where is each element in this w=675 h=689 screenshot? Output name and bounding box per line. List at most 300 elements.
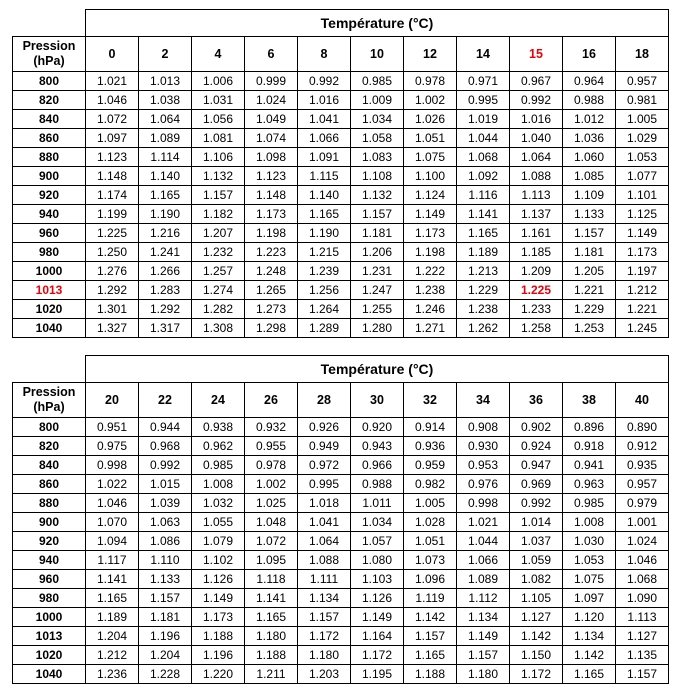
density-cell: 1.134	[563, 627, 616, 646]
density-cell: 0.971	[457, 72, 510, 91]
pressure-row-header: 960	[13, 570, 86, 589]
density-cell: 0.912	[616, 437, 669, 456]
temperature-title: Température (°C)	[86, 356, 669, 383]
density-cell: 1.001	[616, 513, 669, 532]
density-cell: 1.075	[563, 570, 616, 589]
density-cell: 1.204	[139, 646, 192, 665]
table-row	[13, 224, 669, 243]
density-cell: 1.095	[245, 551, 298, 570]
density-cell: 1.092	[457, 167, 510, 186]
temperature-col-header: 34	[457, 383, 510, 418]
density-cell: 1.049	[245, 110, 298, 129]
pressure-row-header: 900	[13, 167, 86, 186]
density-cell: 1.068	[457, 148, 510, 167]
density-cell: 1.205	[563, 262, 616, 281]
density-cell: 0.918	[563, 437, 616, 456]
density-cell: 1.083	[351, 148, 404, 167]
temperature-col-header: 28	[298, 383, 351, 418]
density-cell: 1.173	[616, 243, 669, 262]
density-cell: 1.031	[192, 91, 245, 110]
density-cell: 0.963	[563, 475, 616, 494]
density-cell: 1.114	[139, 148, 192, 167]
density-cell: 1.110	[139, 551, 192, 570]
density-cell: 0.949	[298, 437, 351, 456]
density-cell: 1.079	[192, 532, 245, 551]
density-cell: 1.028	[404, 513, 457, 532]
density-cell: 0.908	[457, 418, 510, 437]
temperature-col-header: 0	[86, 37, 139, 72]
corner-blank	[13, 356, 86, 383]
density-cell: 1.066	[298, 129, 351, 148]
temperature-col-header: 4	[192, 37, 245, 72]
density-cell: 1.127	[510, 608, 563, 627]
pressure-row-header: 820	[13, 437, 86, 456]
density-cell: 0.999	[245, 72, 298, 91]
density-cell: 1.059	[510, 551, 563, 570]
density-cell: 1.149	[192, 589, 245, 608]
density-cell: 1.172	[298, 627, 351, 646]
column-header-row	[13, 383, 669, 418]
density-cell: 1.002	[245, 475, 298, 494]
density-cell: 1.273	[245, 300, 298, 319]
density-cell: 0.992	[298, 72, 351, 91]
density-cell: 1.271	[404, 319, 457, 338]
density-cell: 1.116	[457, 186, 510, 205]
density-cell: 1.172	[351, 646, 404, 665]
density-cell: 1.137	[510, 205, 563, 224]
density-cell: 1.223	[245, 243, 298, 262]
density-cell: 1.157	[139, 589, 192, 608]
density-cell: 0.932	[245, 418, 298, 437]
table-row	[13, 91, 669, 110]
density-cell: 1.245	[616, 319, 669, 338]
table-row	[13, 186, 669, 205]
density-cell: 1.134	[298, 589, 351, 608]
density-cell: 1.225	[510, 281, 563, 300]
density-cell: 1.034	[351, 513, 404, 532]
density-cell: 1.185	[510, 243, 563, 262]
density-cell: 1.196	[139, 627, 192, 646]
density-cell: 1.204	[86, 627, 139, 646]
density-cell: 1.248	[245, 262, 298, 281]
density-cell: 0.957	[616, 72, 669, 91]
density-cell: 1.188	[245, 646, 298, 665]
density-cell: 0.959	[404, 456, 457, 475]
pressure-row-header: 880	[13, 148, 86, 167]
temperature-col-header: 16	[563, 37, 616, 72]
temperature-col-header: 12	[404, 37, 457, 72]
temperature-col-header: 18	[616, 37, 669, 72]
density-cell: 1.181	[563, 243, 616, 262]
density-cell: 1.119	[404, 589, 457, 608]
density-cell: 1.088	[298, 551, 351, 570]
density-cell: 1.109	[563, 186, 616, 205]
density-cell: 1.105	[510, 589, 563, 608]
pressure-row-header: 960	[13, 224, 86, 243]
density-cell: 1.282	[192, 300, 245, 319]
temperature-col-header: 8	[298, 37, 351, 72]
pressure-row-header: 900	[13, 513, 86, 532]
density-cell: 1.051	[404, 129, 457, 148]
density-cell: 1.161	[510, 224, 563, 243]
pressure-row-header: 1020	[13, 300, 86, 319]
density-cell: 1.264	[298, 300, 351, 319]
density-cell: 0.914	[404, 418, 457, 437]
density-cell: 1.132	[192, 167, 245, 186]
temperature-col-header: 36	[510, 383, 563, 418]
pressure-row-header: 980	[13, 243, 86, 262]
density-cell: 1.140	[139, 167, 192, 186]
density-cell: 1.189	[457, 243, 510, 262]
pressure-row-header: 1013	[13, 281, 86, 300]
temperature-col-header: 22	[139, 383, 192, 418]
pressure-row-header: 840	[13, 456, 86, 475]
density-cell: 1.198	[404, 243, 457, 262]
density-cell: 1.165	[298, 205, 351, 224]
density-cell: 1.014	[510, 513, 563, 532]
density-cell: 1.133	[563, 205, 616, 224]
density-cell: 1.301	[86, 300, 139, 319]
density-cell: 1.055	[192, 513, 245, 532]
density-cell: 1.125	[616, 205, 669, 224]
table-row	[13, 129, 669, 148]
density-cell: 1.060	[563, 148, 616, 167]
table-row	[13, 167, 669, 186]
density-cell: 1.064	[510, 148, 563, 167]
pressure-row-header: 940	[13, 551, 86, 570]
density-cell: 1.142	[404, 608, 457, 627]
density-cell: 1.276	[86, 262, 139, 281]
table-row	[13, 205, 669, 224]
density-cell: 1.029	[616, 129, 669, 148]
density-cell: 1.225	[86, 224, 139, 243]
pressure-row-header: 1040	[13, 319, 86, 338]
density-cell: 1.032	[192, 494, 245, 513]
table-row	[13, 110, 669, 129]
density-cell: 1.108	[351, 167, 404, 186]
density-cell: 0.947	[510, 456, 563, 475]
pressure-row-header: 1000	[13, 262, 86, 281]
density-cell: 1.209	[510, 262, 563, 281]
density-cell: 1.097	[86, 129, 139, 148]
density-cell: 0.967	[510, 72, 563, 91]
density-cell: 1.165	[86, 589, 139, 608]
density-cell: 1.253	[563, 319, 616, 338]
pressure-row-header: 1000	[13, 608, 86, 627]
density-cell: 1.091	[298, 148, 351, 167]
density-cell: 1.173	[404, 224, 457, 243]
density-cell: 1.221	[616, 300, 669, 319]
density-cell: 1.090	[616, 589, 669, 608]
density-cell: 1.006	[192, 72, 245, 91]
density-cell: 1.149	[404, 205, 457, 224]
density-cell: 1.072	[245, 532, 298, 551]
table-row	[13, 570, 669, 589]
pressure-row-header: 860	[13, 475, 86, 494]
pressure-row-header: 840	[13, 110, 86, 129]
density-cell: 1.016	[298, 91, 351, 110]
table-row	[13, 627, 669, 646]
table-row	[13, 243, 669, 262]
density-cell: 1.189	[86, 608, 139, 627]
density-cell: 1.247	[351, 281, 404, 300]
density-cell: 1.039	[139, 494, 192, 513]
density-cell: 1.021	[457, 513, 510, 532]
density-cell: 1.180	[457, 665, 510, 684]
density-cell: 1.126	[351, 589, 404, 608]
temperature-col-header: 26	[245, 383, 298, 418]
density-cell: 1.229	[563, 300, 616, 319]
density-cell: 0.936	[404, 437, 457, 456]
pressure-row-header: 800	[13, 418, 86, 437]
density-cell: 1.021	[86, 72, 139, 91]
density-cell: 0.962	[192, 437, 245, 456]
pressure-row-header: 800	[13, 72, 86, 91]
density-cell: 0.943	[351, 437, 404, 456]
density-cell: 1.053	[563, 551, 616, 570]
density-cell: 1.222	[404, 262, 457, 281]
density-cell: 1.005	[616, 110, 669, 129]
table-row	[13, 437, 669, 456]
pressure-row-header: 920	[13, 532, 86, 551]
density-cell: 0.902	[510, 418, 563, 437]
density-cell: 0.969	[510, 475, 563, 494]
density-cell: 0.976	[457, 475, 510, 494]
density-cell: 0.981	[616, 91, 669, 110]
table-row	[13, 281, 669, 300]
temperature-col-header: 20	[86, 383, 139, 418]
density-cell: 1.172	[510, 665, 563, 684]
density-cell: 1.180	[298, 646, 351, 665]
density-cell: 1.216	[139, 224, 192, 243]
density-cell: 1.165	[139, 186, 192, 205]
density-cell: 1.022	[86, 475, 139, 494]
density-cell: 1.250	[86, 243, 139, 262]
density-cell: 1.148	[245, 186, 298, 205]
density-cell: 1.012	[563, 110, 616, 129]
density-cell: 0.926	[298, 418, 351, 437]
table-row	[13, 262, 669, 281]
density-cell: 1.053	[616, 148, 669, 167]
density-cell: 0.988	[563, 91, 616, 110]
density-cell: 1.165	[404, 646, 457, 665]
density-cell: 1.174	[86, 186, 139, 205]
density-cell: 1.228	[139, 665, 192, 684]
density-cell: 1.157	[616, 665, 669, 684]
pressure-row-header: 820	[13, 91, 86, 110]
density-cell: 1.123	[86, 148, 139, 167]
density-cell: 1.127	[616, 627, 669, 646]
density-cell: 1.041	[298, 110, 351, 129]
density-cell: 1.101	[616, 186, 669, 205]
density-cell: 1.165	[457, 224, 510, 243]
density-cell: 1.173	[192, 608, 245, 627]
density-cell: 1.106	[192, 148, 245, 167]
density-cell: 1.024	[616, 532, 669, 551]
temperature-col-header: 30	[351, 383, 404, 418]
density-cell: 1.015	[139, 475, 192, 494]
density-cell: 1.220	[192, 665, 245, 684]
density-cell: 1.181	[351, 224, 404, 243]
temperature-col-header: 10	[351, 37, 404, 72]
density-cell: 0.995	[298, 475, 351, 494]
column-header-row	[13, 37, 669, 72]
density-cell: 1.238	[404, 281, 457, 300]
density-cell: 1.073	[404, 551, 457, 570]
density-cell: 1.036	[563, 129, 616, 148]
pressure-row-header: 880	[13, 494, 86, 513]
density-cell: 1.041	[298, 513, 351, 532]
density-cell: 1.066	[457, 551, 510, 570]
density-cell: 1.088	[510, 167, 563, 186]
density-cell: 1.173	[245, 205, 298, 224]
density-cell: 1.034	[351, 110, 404, 129]
density-cell: 1.196	[192, 646, 245, 665]
density-cell: 0.998	[457, 494, 510, 513]
density-cell: 1.199	[86, 205, 139, 224]
density-cell: 1.133	[139, 570, 192, 589]
density-cell: 1.016	[510, 110, 563, 129]
density-cell: 1.037	[510, 532, 563, 551]
temperature-col-header: 38	[563, 383, 616, 418]
density-cell: 1.011	[351, 494, 404, 513]
table-row	[13, 646, 669, 665]
density-cell: 1.238	[457, 300, 510, 319]
density-cell: 1.077	[616, 167, 669, 186]
table-row	[13, 513, 669, 532]
density-cell: 1.140	[298, 186, 351, 205]
density-cell: 1.046	[86, 494, 139, 513]
density-cell: 1.157	[351, 205, 404, 224]
pressure-row-header: 920	[13, 186, 86, 205]
density-cell: 0.951	[86, 418, 139, 437]
density-cell: 1.085	[563, 167, 616, 186]
density-cell: 1.148	[86, 167, 139, 186]
density-cell: 1.094	[86, 532, 139, 551]
density-cell: 0.938	[192, 418, 245, 437]
density-cell: 1.157	[457, 646, 510, 665]
density-cell: 0.953	[457, 456, 510, 475]
density-cell: 0.944	[139, 418, 192, 437]
density-cell: 1.025	[245, 494, 298, 513]
density-cell: 1.123	[245, 167, 298, 186]
density-cell: 0.985	[192, 456, 245, 475]
density-cell: 1.057	[351, 532, 404, 551]
density-cell: 1.165	[563, 665, 616, 684]
density-cell: 0.985	[563, 494, 616, 513]
density-cell: 1.203	[298, 665, 351, 684]
density-cell: 1.089	[457, 570, 510, 589]
temperature-col-header: 24	[192, 383, 245, 418]
density-cell: 1.075	[404, 148, 457, 167]
density-cell: 1.181	[139, 608, 192, 627]
density-cell: 1.157	[298, 608, 351, 627]
density-cell: 1.258	[510, 319, 563, 338]
pressure-header: Pression (hPa)	[13, 383, 86, 418]
density-cell: 1.113	[616, 608, 669, 627]
density-cell: 1.283	[139, 281, 192, 300]
density-cell: 1.113	[510, 186, 563, 205]
density-cell: 1.233	[510, 300, 563, 319]
density-cell: 1.195	[351, 665, 404, 684]
table-row	[13, 300, 669, 319]
density-cell: 1.292	[139, 300, 192, 319]
density-cell: 0.995	[457, 91, 510, 110]
density-cell: 0.992	[510, 494, 563, 513]
density-cell: 0.964	[563, 72, 616, 91]
density-cell: 1.239	[298, 262, 351, 281]
density-cell: 0.896	[563, 418, 616, 437]
temperature-title: Température (°C)	[86, 10, 669, 37]
density-cell: 0.966	[351, 456, 404, 475]
density-cell: 1.149	[616, 224, 669, 243]
density-cell: 1.255	[351, 300, 404, 319]
density-cell: 1.188	[192, 627, 245, 646]
density-cell: 1.080	[351, 551, 404, 570]
density-cell: 0.935	[616, 456, 669, 475]
table-row	[13, 456, 669, 475]
density-cell: 1.149	[457, 627, 510, 646]
density-cell: 1.327	[86, 319, 139, 338]
table-row	[13, 532, 669, 551]
density-cell: 1.044	[457, 129, 510, 148]
density-cell: 0.890	[616, 418, 669, 437]
density-cell: 1.246	[404, 300, 457, 319]
density-cell: 1.141	[245, 589, 298, 608]
density-cell: 0.988	[351, 475, 404, 494]
density-cell: 1.074	[245, 129, 298, 148]
pressure-row-header: 940	[13, 205, 86, 224]
density-cell: 1.141	[86, 570, 139, 589]
temperature-col-header: 2	[139, 37, 192, 72]
density-cell: 1.120	[563, 608, 616, 627]
density-cell: 1.009	[351, 91, 404, 110]
density-table-0-18	[12, 9, 669, 338]
density-cell: 1.089	[139, 129, 192, 148]
density-cell: 1.198	[245, 224, 298, 243]
density-cell: 1.030	[563, 532, 616, 551]
density-cell: 1.132	[351, 186, 404, 205]
density-cell: 1.117	[86, 551, 139, 570]
temperature-col-header: 6	[245, 37, 298, 72]
density-cell: 1.135	[616, 646, 669, 665]
density-cell: 1.308	[192, 319, 245, 338]
density-cell: 1.157	[563, 224, 616, 243]
density-cell: 1.206	[351, 243, 404, 262]
density-cell: 1.142	[510, 627, 563, 646]
density-cell: 1.046	[86, 91, 139, 110]
density-cell: 1.212	[86, 646, 139, 665]
density-cell: 1.100	[404, 167, 457, 186]
density-cell: 1.038	[139, 91, 192, 110]
density-cell: 1.256	[298, 281, 351, 300]
density-cell: 1.064	[298, 532, 351, 551]
pressure-row-header: 1013	[13, 627, 86, 646]
density-cell: 1.058	[351, 129, 404, 148]
density-cell: 1.126	[192, 570, 245, 589]
density-cell: 1.232	[192, 243, 245, 262]
table-row	[13, 319, 669, 338]
density-cell: 1.002	[404, 91, 457, 110]
density-cell: 1.180	[245, 627, 298, 646]
density-cell: 1.157	[404, 627, 457, 646]
density-cell: 1.215	[298, 243, 351, 262]
density-cell: 1.068	[616, 570, 669, 589]
density-cell: 0.992	[510, 91, 563, 110]
density-cell: 1.213	[457, 262, 510, 281]
density-cell: 1.157	[192, 186, 245, 205]
density-cell: 0.941	[563, 456, 616, 475]
